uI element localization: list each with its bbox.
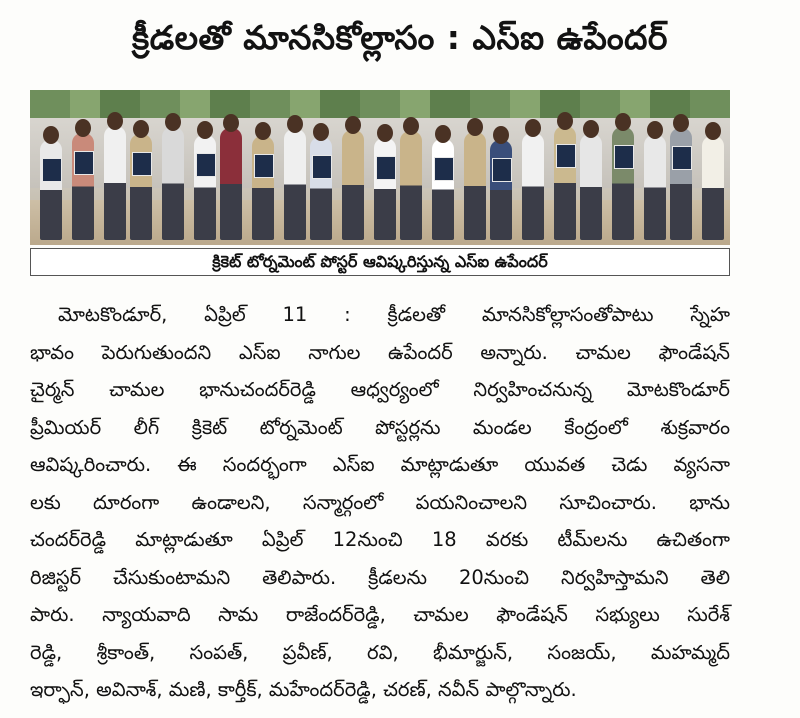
photo-poster: [312, 155, 332, 179]
photo-poster: [74, 151, 94, 175]
article-line: రిజిస్టర్ చేసుకుంటామని తెలిపారు. క్రీడలను 20నుంచి నిర్వహిస్తామని తెలి: [30, 565, 730, 589]
photo-person: [580, 134, 602, 240]
photo-person: [522, 133, 544, 240]
group-photo: [30, 90, 730, 245]
photo-person-head: [557, 112, 573, 130]
photo-person-head: [313, 123, 329, 141]
headline: క్రీడలతో మానసికోల్లాసం : ఎస్ఐ ఉపేందర్: [132, 18, 668, 57]
photo-person-head: [43, 126, 59, 144]
photo-person-head: [647, 121, 663, 139]
photo-person-head: [255, 122, 271, 140]
photo-poster: [254, 154, 274, 178]
photo-caption: క్రికెట్ టోర్నమెంట్ పోస్టర్ ఆవిష్కరిస్తున్న ఎస్ఐ ఉపేందర్: [30, 248, 730, 276]
article-line: పారు. న్యాయవాది సామ రాజేందర్‌రెడ్డి, చామల ఫౌండేషన్ సభ్యులు సురేశ్: [30, 603, 730, 626]
article-line: మోటకొండూర్, ఏప్రిల్ 11 : క్రీడలతో మానసికోల్లాసంతోపాటు స్నేహ: [58, 303, 730, 326]
photo-poster: [434, 157, 454, 181]
photo-person: [194, 135, 216, 240]
photo-person: [130, 134, 152, 240]
photo-person-head: [165, 113, 181, 131]
photo-person: [374, 138, 396, 240]
photo-poster: [376, 156, 396, 180]
photo-person: [400, 131, 422, 240]
photo-person-head: [377, 124, 393, 142]
photo-person: [72, 133, 94, 240]
article-body: [30, 296, 730, 709]
photo-poster: [492, 158, 512, 182]
photo-person: [40, 140, 62, 240]
photo-poster: [42, 158, 62, 182]
article-line: ఆవిష్కరించారు. ఈ సందర్భంగా ఎస్ఐ మాట్లాడుతూ యువత చెడు వ్యసనా: [30, 453, 730, 476]
photo-person-head: [525, 119, 541, 137]
photo-person: [702, 136, 724, 240]
photo-person: [490, 140, 512, 240]
photo-person: [220, 128, 242, 240]
photo-person: [342, 130, 364, 240]
photo-person-head: [107, 112, 123, 130]
photo-person: [432, 139, 454, 240]
photo-person-head: [705, 122, 721, 140]
photo-person-head: [583, 120, 599, 138]
photo-person-head: [223, 114, 239, 132]
photo-person: [162, 127, 184, 240]
photo-person: [612, 127, 634, 240]
photo-person: [104, 126, 126, 240]
photo-person: [670, 128, 692, 240]
article-line: రెడ్డి, శ్రీకాంత్, సంపత్, ప్రవీణ్, రవి, భీమార్జున్, సంజయ్, మహమ్మద్: [30, 640, 730, 664]
photo-poster: [556, 144, 576, 168]
photo-person-head: [133, 120, 149, 138]
photo-person-head: [75, 119, 91, 137]
photo-person-head: [345, 116, 361, 134]
article-line: భావం పెరుగుతుందని ఎస్ఐ నాగుల ఉపేందర్ అన్నారు. చామల ఫౌండేషన్: [30, 340, 730, 364]
photo-person: [310, 137, 332, 240]
photo-person-head: [403, 117, 419, 135]
photo-person: [252, 136, 274, 240]
photo-poster: [196, 153, 216, 177]
photo-person-head: [435, 125, 451, 143]
photo-poster: [614, 145, 634, 169]
photo-person-head: [615, 113, 631, 131]
photo-person-head: [467, 118, 483, 136]
article-line: లకు దూరంగా ఉండాలని, సన్మార్గంలో పయనించాలని సూచించారు. భాను: [30, 490, 730, 514]
photo-poster: [132, 152, 152, 176]
photo-person-head: [493, 126, 509, 144]
photo-person: [284, 129, 306, 240]
photo-person-head: [673, 114, 689, 132]
photo-person: [464, 132, 486, 240]
photo-person-head: [287, 115, 303, 133]
photo-poster: [672, 146, 692, 170]
article-line: చైర్మన్ చామల భానుచందర్‌రెడ్డి ఆధ్వర్యంలో నిర్వహించనున్న మోటకొండూర్: [30, 378, 730, 401]
clipped-previous-article-text: [0, 0, 800, 10]
clipped-next-article-text: [0, 712, 800, 718]
article-line: ప్రీమియర్ లీగ్ క్రికెట్ టోర్నమెంట్ పోస్టర్లను మండల కేంద్రంలో శుక్రవారం: [30, 415, 730, 439]
photo-person: [644, 135, 666, 240]
article-line: ఇర్ఫాన్, అవినాశ్, మణి, కార్తీక్, మహేందర్‌రెడ్డి, చరణ్, నవీన్ పాల్గొన్నారు.: [30, 678, 577, 701]
photo-person-head: [197, 121, 213, 139]
article-line: చందర్‌రెడ్డి మాట్లాడుతూ ఏప్రిల్ 12నుంచి 18 వరకు టీమ్‌లను ఉచితంగా: [30, 528, 730, 551]
